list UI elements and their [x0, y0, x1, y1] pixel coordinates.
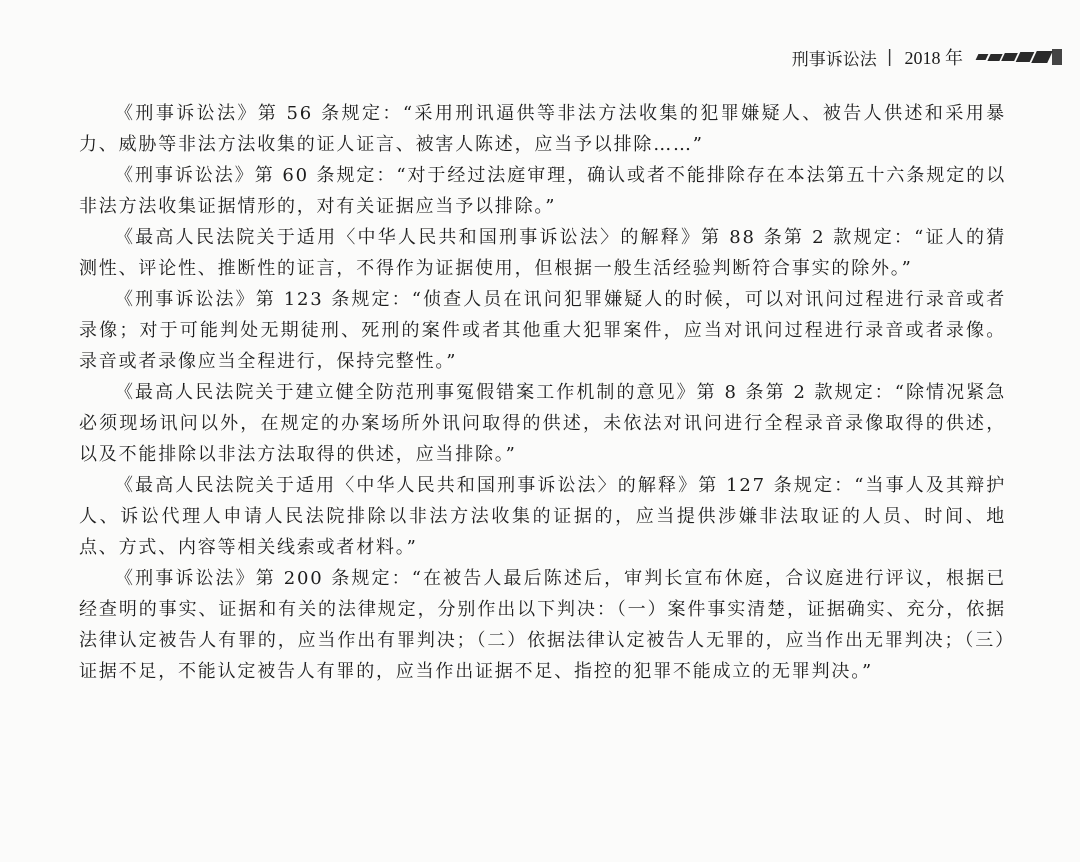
paragraph: 《最高人民法院关于建立健全防范刑事冤假错案工作机制的意见》第 8 条第 2 款规定：“除情况紧急必须现场讯问以外，在规定的办案场所外讯问取得的供述，未依法对讯问进行全程录音录像取得的供述，以及不能排除以非法方法取得的供述，应当排除。”	[79, 382, 1006, 465]
paragraph: 《刑事诉讼法》第 60 条规定：“对于经过法庭审理，确认或者不能排除存在本法第五十六条规定的以非法方法收集证据情形的，对有关证据应当予以排除。”	[79, 165, 1006, 217]
running-header	[792, 42, 1062, 72]
paragraph: 《最高人民法院关于适用〈中华人民共和国刑事诉讼法〉的解释》第 88 条第 2 款规定：“证人的猜测性、评论性、推断性的证言，不得作为证据使用，但根据一般生活经验判断符合事实的除外。”	[79, 227, 1006, 279]
header-separator: |	[886, 47, 893, 67]
document-body	[79, 98, 1006, 687]
paragraph: 《最高人民法院关于适用〈中华人民共和国刑事诉讼法〉的解释》第 127 条规定：“当事人及其辩护人、诉讼代理人申请人民法院排除以非法方法收集的证据的，应当提供涉嫌非法取证的人员、时间、地点、方式、内容等相关线索或者材料。”	[79, 475, 1006, 558]
paragraph: 《刑事诉讼法》第 123 条规定：“侦查人员在讯问犯罪嫌疑人的时候，可以对讯问过程进行录音或者录像；对于可能判处无期徒刑、死刑的案件或者其他重大犯罪案件，应当对讯问过程进行录音或者录像。录音或者录像应当全程进行，保持完整性。”	[79, 289, 1006, 372]
paragraph: 《刑事诉讼法》第 56 条规定：“采用刑讯逼供等非法方法收集的犯罪嫌疑人、被告人供述和采用暴力、威胁等非法方法收集的证人证言、被害人陈述，应当予以排除……”	[79, 103, 1006, 155]
header-book-title: 刑事诉讼法	[791, 49, 877, 70]
header-year: 2018 年	[904, 48, 963, 68]
paragraph: 《刑事诉讼法》第 200 条规定：“在被告人最后陈述后，审判长宣布休庭，合议庭进行评议，根据已经查明的事实、证据和有关的法律规定，分别作出以下判决：（一）案件事实清楚，证据确实、充分，依据法律认定被告人有罪的，应当作出有罪判决；（二）依据法律认定被告人无罪的，应当作出无罪判决；（三）证据不足，不能认定被告人有罪的，应当作出证据不足、指控的犯罪不能成立的无罪判决。”	[79, 568, 1006, 682]
header-decoration-icon	[977, 49, 1062, 65]
